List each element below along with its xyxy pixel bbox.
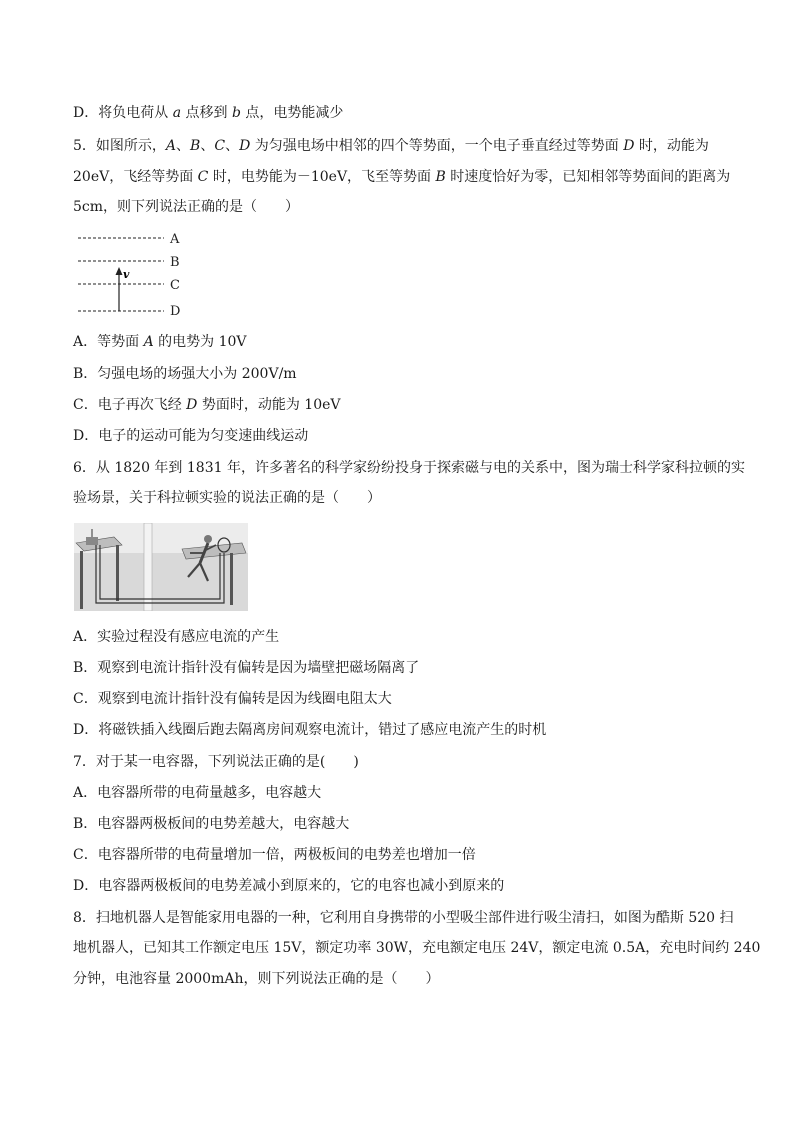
q6-option-d: D．将磁铁插入线圈后跑去隔离房间观察电流计，错过了感应电流产生的时机 — [73, 722, 547, 738]
text: A．等势面 — [73, 334, 144, 350]
text: 点移到 — [181, 105, 232, 121]
sep: 、 — [200, 138, 215, 154]
surface-label-b: B — [170, 255, 180, 270]
label-c: C — [214, 138, 226, 154]
label-d: D — [239, 138, 251, 154]
q5-option-a — [73, 333, 247, 351]
text: D．将负电荷从 — [73, 105, 173, 121]
text: C．电子再次飞经 — [73, 397, 187, 413]
q5-stem-line1 — [73, 137, 709, 155]
text: 时，电势能为－10eV，飞至等势面 — [208, 169, 436, 185]
q6-option-c: C．观察到电流计指针没有偏转是因为线圈电阻太大 — [73, 691, 392, 707]
q7-option-b: B．电容器两极板间的电势差越大，电容越大 — [73, 816, 350, 832]
q7-option-c: C．电容器所带的电荷量增加一倍，两极板间的电势差也增加一倍 — [73, 847, 476, 863]
text: 势面时，动能为 10eV — [197, 397, 341, 413]
label-c: C — [197, 169, 209, 185]
q5-option-b: B．匀强电场的场强大小为 200V/m — [73, 366, 297, 382]
text: 时，动能为 — [634, 138, 709, 154]
q5-option-d: D．电子的运动可能为匀变速曲线运动 — [73, 428, 309, 444]
q6-stem-line2: 验场景，关于科拉顿实验的说法正确的是（ ） — [73, 490, 381, 506]
q6-stem-line1: 6．从 1820 年到 1831 年，许多著名的科学家纷纷投身于探索磁与电的关系中，图为瑞士科学家科拉顿的实 — [73, 460, 745, 476]
q8-stem-line2: 地机器人，已知其工作额定电压 15V，额定功率 30W，充电额定电压 24V，额定电流 0.5A，充电时间约 240 — [73, 940, 761, 956]
text: 20eV，飞经等势面 — [73, 169, 198, 185]
label-d: D — [623, 138, 635, 154]
colladon-experiment-image — [74, 523, 248, 611]
text: 时速度恰好为零，已知相邻等势面间的距离为 — [445, 169, 731, 185]
text: 点，电势能减少 — [240, 105, 344, 121]
sep: 、 — [225, 138, 240, 154]
text: 为匀强电场中相邻的四个等势面，一个电子垂直经过等势面 — [250, 138, 624, 154]
label-d: D — [186, 397, 198, 413]
surface-label-a: A — [170, 232, 180, 247]
label-a: A — [143, 334, 154, 350]
label-b: B — [190, 138, 201, 154]
q7-option-a: A．电容器所带的电荷量越多，电容越大 — [73, 785, 322, 801]
surface-label-d: D — [170, 304, 181, 319]
sep: 、 — [176, 138, 191, 154]
velocity-arrowhead — [116, 267, 123, 275]
text: 5．如图所示， — [73, 138, 166, 154]
q4-option-d — [73, 104, 343, 122]
velocity-label: v — [123, 268, 130, 281]
point-a: a — [172, 105, 182, 121]
q7-option-d: D．电容器两极板间的电势差减小到原来的，它的电容也减小到原来的 — [73, 878, 505, 894]
text: 的电势为 10V — [153, 334, 247, 350]
q8-stem-line3: 分钟，电池容量 2000mAh，则下列说法正确的是（ ） — [73, 971, 440, 987]
q7-stem: 7．对于某一电容器，下列说法正确的是( ) — [73, 754, 359, 770]
q5-option-c — [73, 396, 341, 414]
point-b: b — [231, 105, 241, 121]
q6-option-b: B．观察到电流计指针没有偏转是因为墙壁把磁场隔离了 — [73, 660, 420, 676]
q8-stem-line1: 8．扫地机器人是智能家用电器的一种，它利用自身携带的小型吸尘部件进行吸尘清扫，如图为酷斯 520 扫 — [73, 910, 734, 926]
q5-stem-line3: 5cm，则下列说法正确的是（ ） — [73, 199, 300, 215]
label-a: A — [165, 138, 177, 154]
equipotential-figure — [78, 228, 198, 320]
label-b: B — [435, 169, 446, 185]
q5-stem-line2 — [73, 168, 730, 186]
surface-label-c: C — [170, 278, 180, 293]
q6-option-a: A．实验过程没有感应电流的产生 — [73, 629, 280, 645]
